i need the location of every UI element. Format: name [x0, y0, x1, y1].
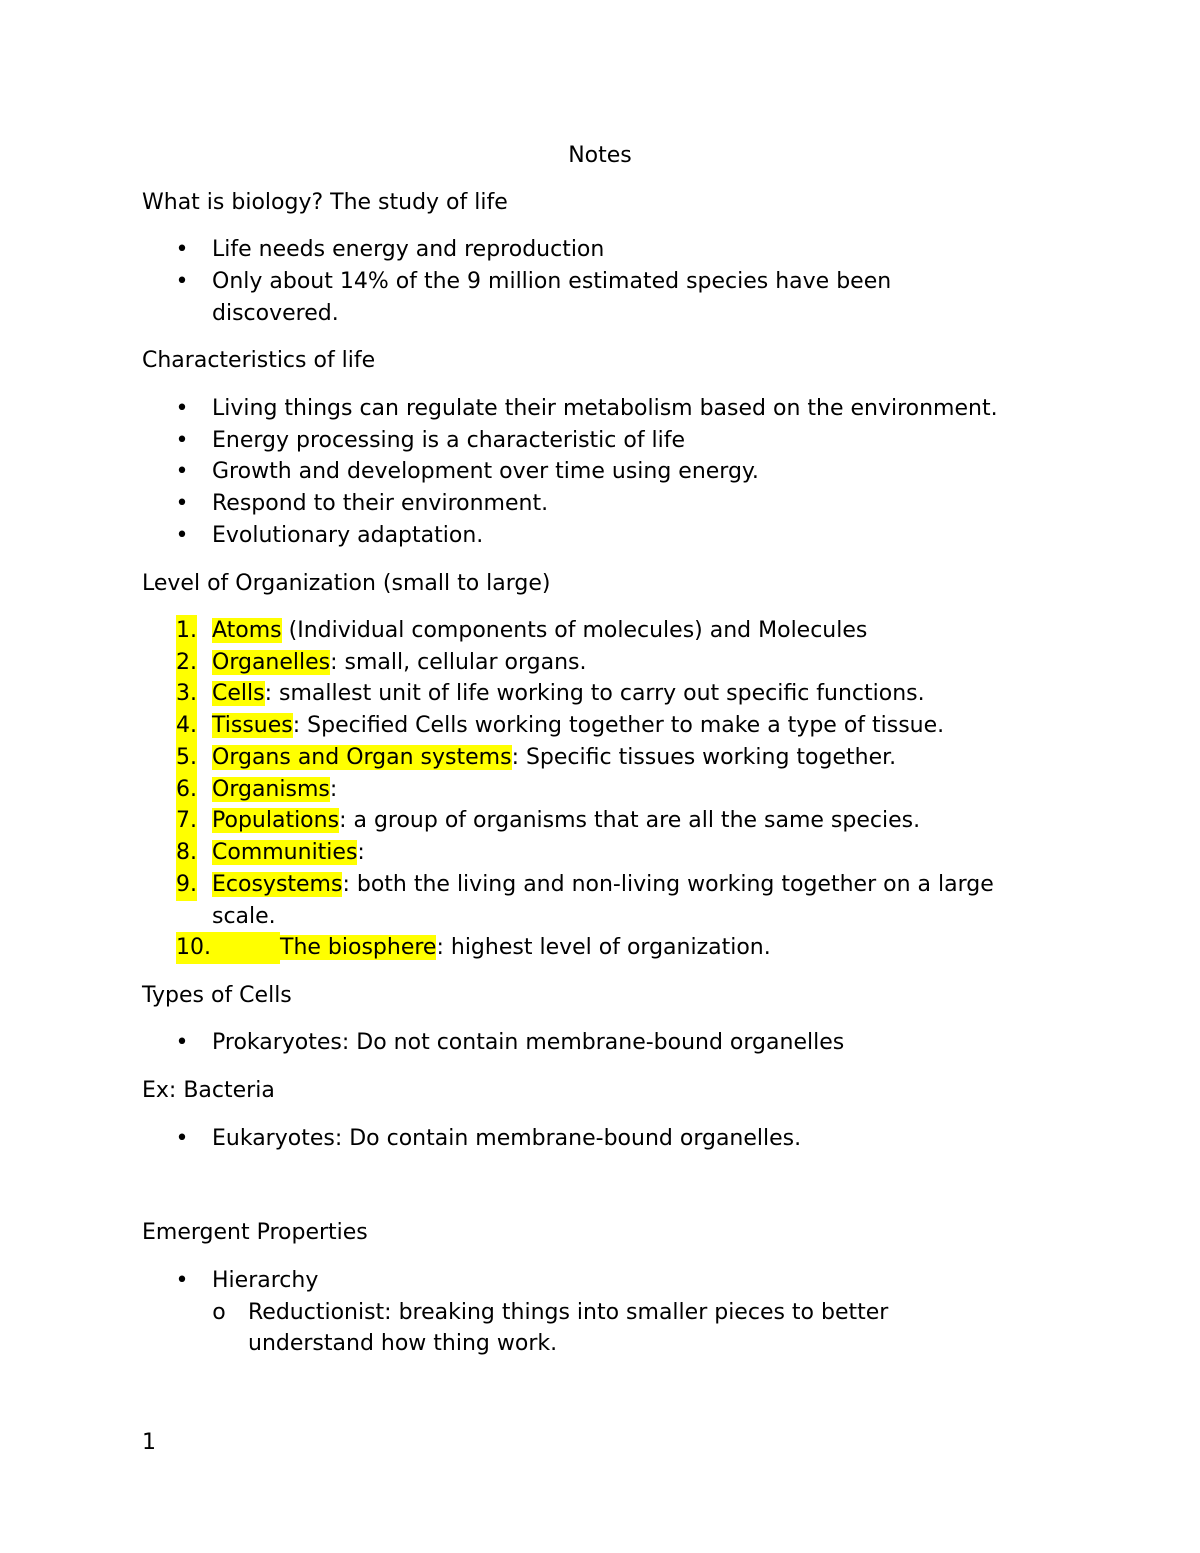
example-text: Ex: Bacteria — [142, 1078, 275, 1103]
list-item — [0, 234, 1200, 266]
highlighted-term: Atoms — [212, 618, 282, 643]
item-description: : Specified Cells working together to make a type of tissue. — [292, 713, 945, 738]
list-item-text: Living things can regulate their metabolism based on the environment. — [212, 396, 998, 421]
bullet-icon: • — [175, 523, 189, 548]
highlighted-term: Tissues — [212, 713, 293, 738]
list-item — [0, 393, 1200, 425]
item-number: 3. — [176, 678, 197, 710]
item-number: 8. — [176, 837, 197, 869]
item-description: : both the living and non-living working together on a large — [342, 872, 994, 897]
list-item — [0, 1265, 1200, 1297]
sub-list-item-text: Reductionist: breaking things into smaller pieces to better — [248, 1300, 889, 1325]
section-heading-organization: Level of Organization (small to large) — [142, 571, 551, 596]
item-description: (Individual components of molecules) and Molecules — [281, 618, 868, 643]
page-title: Notes — [568, 143, 632, 168]
highlighted-term: Communities — [212, 840, 358, 865]
item-description: : highest level of organization. — [436, 935, 771, 960]
sub-list-item-continuation: understand how thing work. — [248, 1331, 558, 1356]
page-number: 1 — [142, 1430, 156, 1455]
list-item-text: Evolutionary adaptation. — [212, 523, 484, 548]
list-item-text: Only about 14% of the 9 million estimated species have been — [212, 269, 892, 294]
list-item — [0, 1027, 1200, 1059]
list-item — [0, 266, 1200, 298]
numbered-item — [0, 710, 1200, 742]
item-description: : — [357, 840, 365, 865]
item-number: 5. — [176, 742, 197, 774]
numbered-item — [0, 742, 1200, 774]
highlighted-term: Organelles — [212, 650, 331, 675]
section-heading-emergent: Emergent Properties — [142, 1220, 368, 1245]
bullet-icon: • — [175, 459, 189, 484]
item-description: : smallest unit of life working to carry out specific functions. — [264, 681, 925, 706]
bullet-icon: • — [175, 428, 189, 453]
section-heading-cells: Types of Cells — [142, 983, 292, 1008]
item-description: : small, cellular organs. — [330, 650, 587, 675]
highlighted-term: Organs and Organ systems — [212, 745, 512, 770]
item-number: 10. — [176, 932, 280, 964]
numbered-item — [0, 932, 1200, 964]
numbered-item — [0, 615, 1200, 647]
bullet-icon: • — [175, 1268, 189, 1293]
list-item — [0, 1123, 1200, 1155]
list-item — [0, 520, 1200, 552]
item-number: 7. — [176, 805, 197, 837]
numbered-item — [0, 869, 1200, 901]
highlighted-term: biosphere — [327, 935, 437, 960]
list-item-text: Life needs energy and reproduction — [212, 237, 605, 262]
numbered-item — [0, 774, 1200, 806]
list-item — [0, 488, 1200, 520]
numbered-item — [0, 678, 1200, 710]
item-number: 9. — [176, 869, 197, 901]
list-item — [0, 456, 1200, 488]
highlighted-term: Cells — [212, 681, 265, 706]
item-description: : — [329, 777, 338, 802]
sub-list-item — [0, 1297, 1200, 1329]
bullet-icon: • — [175, 1030, 189, 1055]
intro-question: What is biology? The study of life — [142, 190, 508, 215]
numbered-item-continuation: scale. — [212, 904, 276, 929]
list-item-text: Growth and development over time using energy. — [212, 459, 759, 484]
list-item-continuation: discovered. — [212, 301, 339, 326]
highlighted-term: Organisms — [212, 777, 330, 802]
circle-bullet-icon: o — [212, 1300, 226, 1325]
item-description: : a group of organisms that are all the same species. — [339, 808, 921, 833]
bullet-icon: • — [175, 237, 189, 262]
bullet-icon: • — [175, 491, 189, 516]
numbered-item — [0, 647, 1200, 679]
highlighted-term: Populations — [212, 808, 340, 833]
list-item-text: Hierarchy — [212, 1268, 319, 1293]
bullet-icon: • — [175, 269, 189, 294]
list-item-text: Eukaryotes: Do contain membrane-bound organelles. — [212, 1126, 802, 1151]
list-item-text: Energy processing is a characteristic of life — [212, 428, 686, 453]
list-item — [0, 425, 1200, 457]
list-item-text: Prokaryotes: Do not contain membrane-bound organelles — [212, 1030, 845, 1055]
bullet-icon: • — [175, 1126, 189, 1151]
item-number: 4. — [176, 710, 197, 742]
numbered-item — [0, 837, 1200, 869]
highlighted-term: Ecosystems — [212, 872, 343, 897]
bullet-icon: • — [175, 396, 189, 421]
list-item-text: Respond to their environment. — [212, 491, 549, 516]
section-heading-characteristics: Characteristics of life — [142, 348, 376, 373]
item-number: 2. — [176, 647, 197, 679]
item-prefix: The — [280, 935, 328, 960]
numbered-item — [0, 805, 1200, 837]
item-description: : Specific tissues working together. — [511, 745, 897, 770]
item-number: 1. — [176, 615, 197, 647]
item-number: 6. — [176, 774, 197, 806]
